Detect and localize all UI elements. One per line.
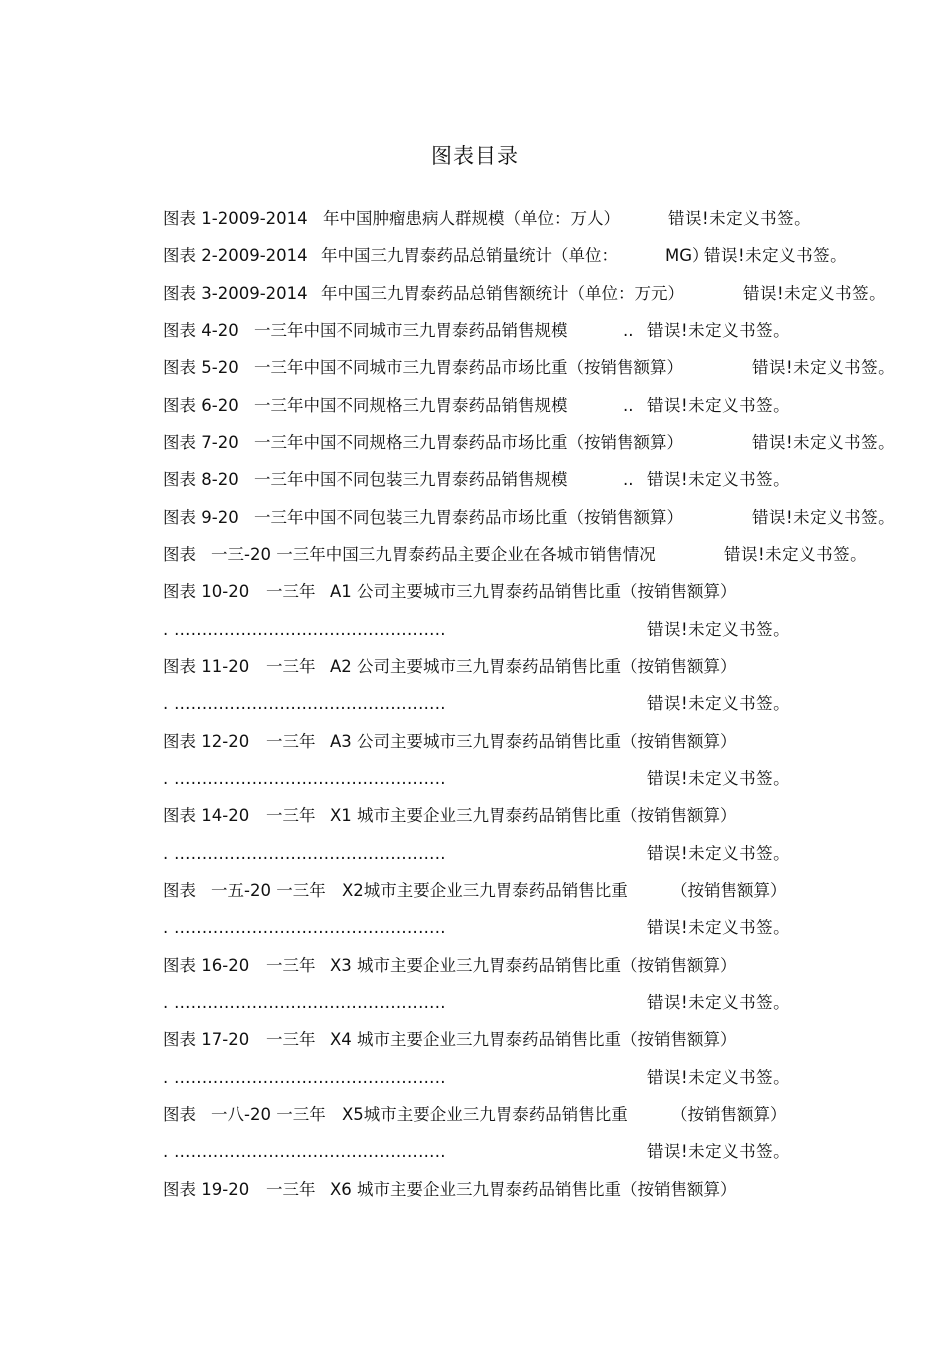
toc-entry[interactable] [163,430,910,456]
toc-leader-dots: . ................................................. [163,1068,446,1087]
toc-entry-label: 图表 [163,881,196,900]
toc-entry[interactable] [163,1177,910,1203]
toc-entry-fragment: MG） [665,246,709,265]
toc-entry-title-cont: X1 城市主要企业三九胃泰药品销售比重（按销售额算） [330,806,737,825]
toc-entry[interactable] [163,654,910,680]
toc-entry-title: 一三年 [266,1180,316,1199]
toc-entry[interactable] [163,318,910,344]
toc-entry-title: 一三年 [266,806,316,825]
toc-page-ref-error: 错误!未定义书签。 [647,694,791,713]
toc-entry-label: 图表 7-20 [163,433,239,452]
toc-entry-title: 一三年中国不同规格三九胃泰药品市场比重（按销售额算） [254,433,683,452]
toc-page-ref-error: 错误!未定义书签。 [647,844,791,863]
toc-page-ref-error: 错误!未定义书签。 [704,246,848,265]
toc-entry-title: 一三年 [266,657,316,676]
toc-entry[interactable] [163,990,910,1016]
toc-entry-title: 一三年中国不同包装三九胃泰药品销售规模 [254,470,568,489]
toc-entry-label: 图表 [163,545,196,564]
toc-entry-title: 一三年 [266,1030,316,1049]
toc-entry[interactable] [163,1102,910,1128]
toc-entry[interactable] [163,542,910,568]
toc-entry[interactable] [163,617,910,643]
toc-entry-label: 图表 17-20 [163,1030,250,1049]
toc-entry-title-cont: A3 公司主要城市三九胃泰药品销售比重（按销售额算） [330,732,737,751]
toc-entry-label: 图表 6-20 [163,396,239,415]
toc-entry-title-suffix: （按销售额算） [671,1105,787,1124]
toc-entry-fragment: .. [623,321,634,340]
toc-entry-label: 图表 2-2009-2014 [163,246,308,265]
toc-entry-title: 一五-20 一三年 [211,881,326,900]
toc-leader-dots: . ................................................. [163,769,446,788]
toc-entry-title: 一三年 [266,956,316,975]
toc-entry-label: 图表 11-20 [163,657,250,676]
toc-entry-label: 图表 9-20 [163,508,239,527]
toc-entry[interactable] [163,393,910,419]
toc-entry[interactable] [163,878,910,904]
toc-entry-label: 图表 3-2009-2014 [163,284,308,303]
toc-entry-title-cont: A2 公司主要城市三九胃泰药品销售比重（按销售额算） [330,657,737,676]
toc-entry-label: 图表 4-20 [163,321,239,340]
toc-entry[interactable] [163,243,910,269]
toc-leader-dots: . ................................................. [163,1142,446,1161]
toc-page-ref-error: 错误!未定义书签。 [743,284,887,303]
toc-entry-title: 一三年中国不同城市三九胃泰药品市场比重（按销售额算） [254,358,683,377]
toc-entry-fragment: .. [623,470,634,489]
toc-page-ref-error: 错误!未定义书签。 [647,993,791,1012]
toc-page-ref-error: 错误!未定义书签。 [752,433,896,452]
page-title: 图表目录 [431,144,519,168]
toc-entry-title: 年中国肿瘤患病人群规模（单位：万人） [323,209,620,228]
toc-entry[interactable] [163,803,910,829]
toc-entry-label: 图表 19-20 [163,1180,250,1199]
toc-page-ref-error: 错误!未定义书签。 [647,918,791,937]
toc-entry-title-suffix: （按销售额算） [671,881,787,900]
toc-page-ref-error: 错误!未定义书签。 [752,358,896,377]
toc-entry-title-cont: X3 城市主要企业三九胃泰药品销售比重（按销售额算） [330,956,737,975]
toc-entry-fragment: .. [623,396,634,415]
toc-leader-dots: . ................................................. [163,918,446,937]
toc-page-ref-error: 错误!未定义书签。 [647,769,791,788]
toc-entry[interactable] [163,766,910,792]
toc-leader-dots: . ................................................. [163,993,446,1012]
toc-entry-title: 一三年中国不同城市三九胃泰药品销售规模 [254,321,568,340]
toc-entry[interactable] [163,1139,910,1165]
toc-entry-label: 图表 5-20 [163,358,239,377]
toc-entry[interactable] [163,206,910,232]
toc-page-ref-error: 错误!未定义书签。 [647,470,791,489]
toc-entry[interactable] [163,505,910,531]
toc-entry[interactable] [163,579,910,605]
toc-entry[interactable] [163,915,910,941]
toc-entry-title-cont: X2城市主要企业三九胃泰药品销售比重 [342,881,628,900]
toc-entry-label: 图表 14-20 [163,806,250,825]
toc-entry-title-cont: X5城市主要企业三九胃泰药品销售比重 [342,1105,628,1124]
toc-entry[interactable] [163,467,910,493]
toc-entry[interactable] [163,841,910,867]
toc-entry-title: 一三年 [266,582,316,601]
toc-entry-label: 图表 12-20 [163,732,250,751]
toc-entry-label: 图表 8-20 [163,470,239,489]
toc-page-ref-error: 错误!未定义书签。 [752,508,896,527]
toc-entry-label: 图表 10-20 [163,582,250,601]
toc-entry[interactable] [163,281,910,307]
toc-leader-dots: . ................................................. [163,844,446,863]
toc-page-ref-error: 错误!未定义书签。 [647,620,791,639]
toc-entry-title: 年中国三九胃泰药品总销量统计（单位： [321,246,618,265]
toc-entry[interactable] [163,729,910,755]
toc-entry-title: 一三年 [266,732,316,751]
toc-entry-title-cont: X6 城市主要企业三九胃泰药品销售比重（按销售额算） [330,1180,737,1199]
toc-leader-dots: . ................................................. [163,694,446,713]
toc-entry[interactable] [163,953,910,979]
toc-entry-title-cont: X4 城市主要企业三九胃泰药品销售比重（按销售额算） [330,1030,737,1049]
toc-page-ref-error: 错误!未定义书签。 [647,321,791,340]
toc-entry[interactable] [163,691,910,717]
toc-entry-title: 一三年中国不同规格三九胃泰药品销售规模 [254,396,568,415]
toc-entry[interactable] [163,1027,910,1053]
toc-entry-title: 年中国三九胃泰药品总销售额统计（单位：万元） [321,284,684,303]
toc-entry-title-cont: A1 公司主要城市三九胃泰药品销售比重（按销售额算） [330,582,737,601]
toc-page-ref-error: 错误!未定义书签。 [668,209,812,228]
toc-leader-dots: . ................................................. [163,620,446,639]
toc-entry-title: 一八-20 一三年 [211,1105,326,1124]
toc-page-ref-error: 错误!未定义书签。 [647,1142,791,1161]
toc-entry-label: 图表 1-2009-2014 [163,209,308,228]
toc-page-ref-error: 错误!未定义书签。 [647,1068,791,1087]
toc-page-ref-error: 错误!未定义书签。 [647,396,791,415]
toc-entry-title: 一三年中国不同包装三九胃泰药品市场比重（按销售额算） [254,508,683,527]
toc-page-ref-error: 错误!未定义书签。 [724,545,868,564]
toc-entry-label: 图表 16-20 [163,956,250,975]
toc-entry[interactable] [163,355,910,381]
toc-entry[interactable] [163,1065,910,1091]
toc-entry-title: 一三-20 一三年中国三九胃泰药品主要企业在各城市销售情况 [211,545,656,564]
toc-entry-label: 图表 [163,1105,196,1124]
